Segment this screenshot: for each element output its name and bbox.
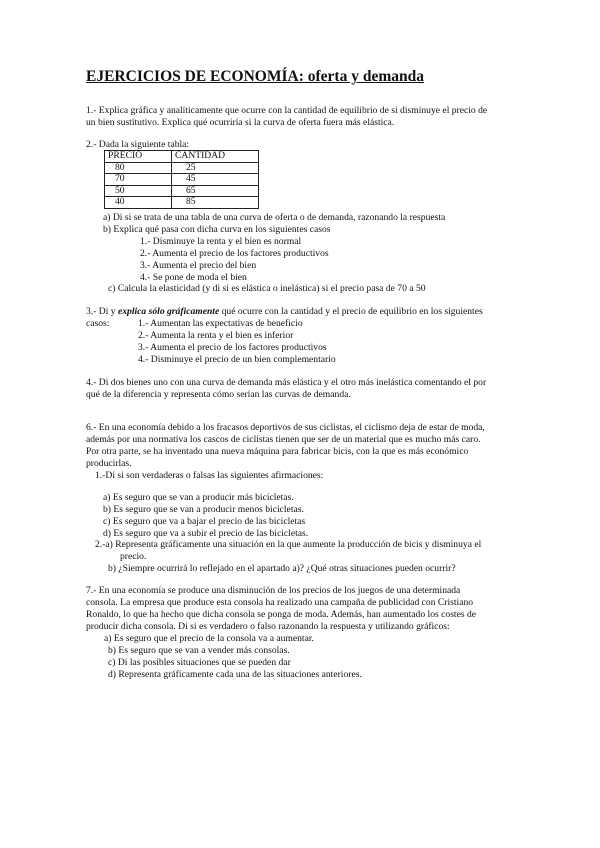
q6-item-c: c) Es seguro que va a bajar el precio de las bicicletas bbox=[103, 516, 306, 527]
q6-item-a: a) Es seguro que se van a producir más bicicletas. bbox=[103, 492, 294, 503]
table-row bbox=[105, 162, 259, 174]
q3-case-2: 2.- Aumenta la renta y el bien es inferior bbox=[138, 330, 294, 341]
table-row bbox=[105, 174, 259, 186]
q6-sub1: 1.-Di si son verdaderas o falsas las siguientes afirmaciones: bbox=[95, 470, 324, 481]
q2-case-2: 2.- Aumenta el precio de los factores productivos bbox=[140, 248, 329, 259]
q1-line-1: 1.- Explica gráfica y analíticamente que ocurre con la cantidad de equilibrio de si disminuye el precio de bbox=[86, 105, 488, 116]
q6-line-3: Por otra parte, se ha inventado una nueva máquina para fabricar bicis, con la que es más económico bbox=[86, 446, 469, 457]
q2-case-3: 3.- Aumenta el precio del bien bbox=[140, 260, 257, 271]
table-cell-price: 40 bbox=[105, 197, 172, 209]
table-cell-price: 80 bbox=[105, 162, 172, 174]
q6-line-2: además por una normativa los cascos de ciclistas tienen que ser de un material que es mucho más caro. bbox=[86, 434, 481, 445]
price-quantity-table bbox=[104, 150, 259, 209]
page-title: EJERCICIOS DE ECONOMÍA: oferta y demanda bbox=[86, 68, 424, 85]
table-cell-quantity: 65 bbox=[172, 185, 259, 197]
q6-sub2a-cont: precio. bbox=[120, 551, 147, 562]
q3-case-1: 1.- Aumentan las expectativas de beneficio bbox=[138, 318, 303, 329]
q3-case-4: 4.- Disminuye el precio de un bien complementario bbox=[138, 354, 336, 365]
q3-line-1 bbox=[86, 306, 483, 317]
q6-sub2b: b) ¿Siempre ocurrirá lo reflejado en el apartado a)? ¿Qué otras situaciones pueden ocurrir? bbox=[108, 563, 456, 574]
table-row bbox=[105, 197, 259, 209]
q7-item-b: b) Es seguro que se van a vender más consolas. bbox=[108, 645, 290, 656]
table-cell-price: 50 bbox=[105, 185, 172, 197]
q7-line-3: Ronaldo, lo que ha hecho que dicha consola se ponga de moda. Además, han aumentado los costes de bbox=[86, 609, 477, 620]
q2-case-1: 1.- Disminuye la renta y el bien es normal bbox=[140, 236, 302, 247]
q1-line-2: un bien sustitutivo. Explica qué ocurriría si la curva de oferta fuera más elástica. bbox=[86, 117, 395, 128]
table-cell-price: 70 bbox=[105, 174, 172, 186]
q3-case-3: 3.- Aumenta el precio de los factores productivos bbox=[138, 342, 327, 353]
q4-line-1: 4.- Di dos bienes uno con una curva de demanda más elástica y el otro más inelástica comentando el por bbox=[86, 377, 487, 388]
q2-item-b: b) Explica qué pasa con dicha curva en los siguientes casos bbox=[103, 224, 331, 235]
table-cell-quantity: 25 bbox=[172, 162, 259, 174]
q2-item-a: a) Di si se trata de una tabla de una curva de oferta o de demanda, razonando la respuesta bbox=[103, 212, 446, 223]
table-header-row bbox=[105, 151, 259, 163]
q3-prefix: 3.- Di y bbox=[86, 306, 118, 317]
q3-suffix: qué ocurre con la cantidad y el precio de equilibrio en los siguientes bbox=[219, 306, 483, 317]
q7-line-4: producir dicha consola. Di si es verdadero o falso razonando la respuesta y utilizando gráficos: bbox=[86, 621, 450, 632]
q7-item-c: c) Di las posibles situaciones que se pueden dar bbox=[108, 657, 291, 668]
q7-line-1: 7.- En una economía se produce una disminución de los precios de los juegos de una determinada bbox=[86, 585, 461, 596]
q6-line-4: producirlas. bbox=[86, 458, 132, 469]
q4-line-2: qué de la diferencia y representa cómo serían las curvas de demanda. bbox=[86, 389, 351, 400]
q6-sub2a: 2.-a) Representa gráficamente una situación en la que aumente la producción de bicis y disminuya el bbox=[95, 539, 482, 550]
q3-bold-emphasis: explica sólo gráficamente bbox=[117, 306, 220, 317]
q7-item-d: d) Representa gráficamente cada una de las situaciones anteriores. bbox=[108, 669, 362, 680]
q7-item-a: a) Es seguro que el precio de la consola va a aumentar. bbox=[104, 633, 314, 644]
q2-item-c: c) Calcula la elasticidad (y di si es elástica o inelástica) si el precio pasa de 70 a 50 bbox=[108, 283, 426, 294]
q6-item-b: b) Es seguro que se van a producir menos bicicletas. bbox=[103, 504, 304, 515]
q6-item-d: d) Es seguro que va a subir el precio de las bicicletas. bbox=[103, 528, 309, 539]
table-header-price: PRECIO bbox=[105, 151, 172, 163]
table-header-quantity: CANTIDAD bbox=[172, 151, 259, 163]
q2-intro: 2.- Dada la siguiente tabla: bbox=[86, 139, 190, 150]
table-row bbox=[105, 185, 259, 197]
q3-cases-label: casos: bbox=[86, 318, 110, 329]
q2-case-4: 4.- Se pone de moda el bien bbox=[140, 272, 247, 283]
q6-line-1: 6.- En una economía debido a los fracasos deportivos de sus ciclistas, el ciclismo deja de estar de moda, bbox=[86, 422, 485, 433]
table-cell-quantity: 85 bbox=[172, 197, 259, 209]
q7-line-2: consola. La empresa que produce esta consola ha realizado una campaña de publicidad con Cristiano bbox=[86, 597, 474, 608]
table-cell-quantity: 45 bbox=[172, 174, 259, 186]
